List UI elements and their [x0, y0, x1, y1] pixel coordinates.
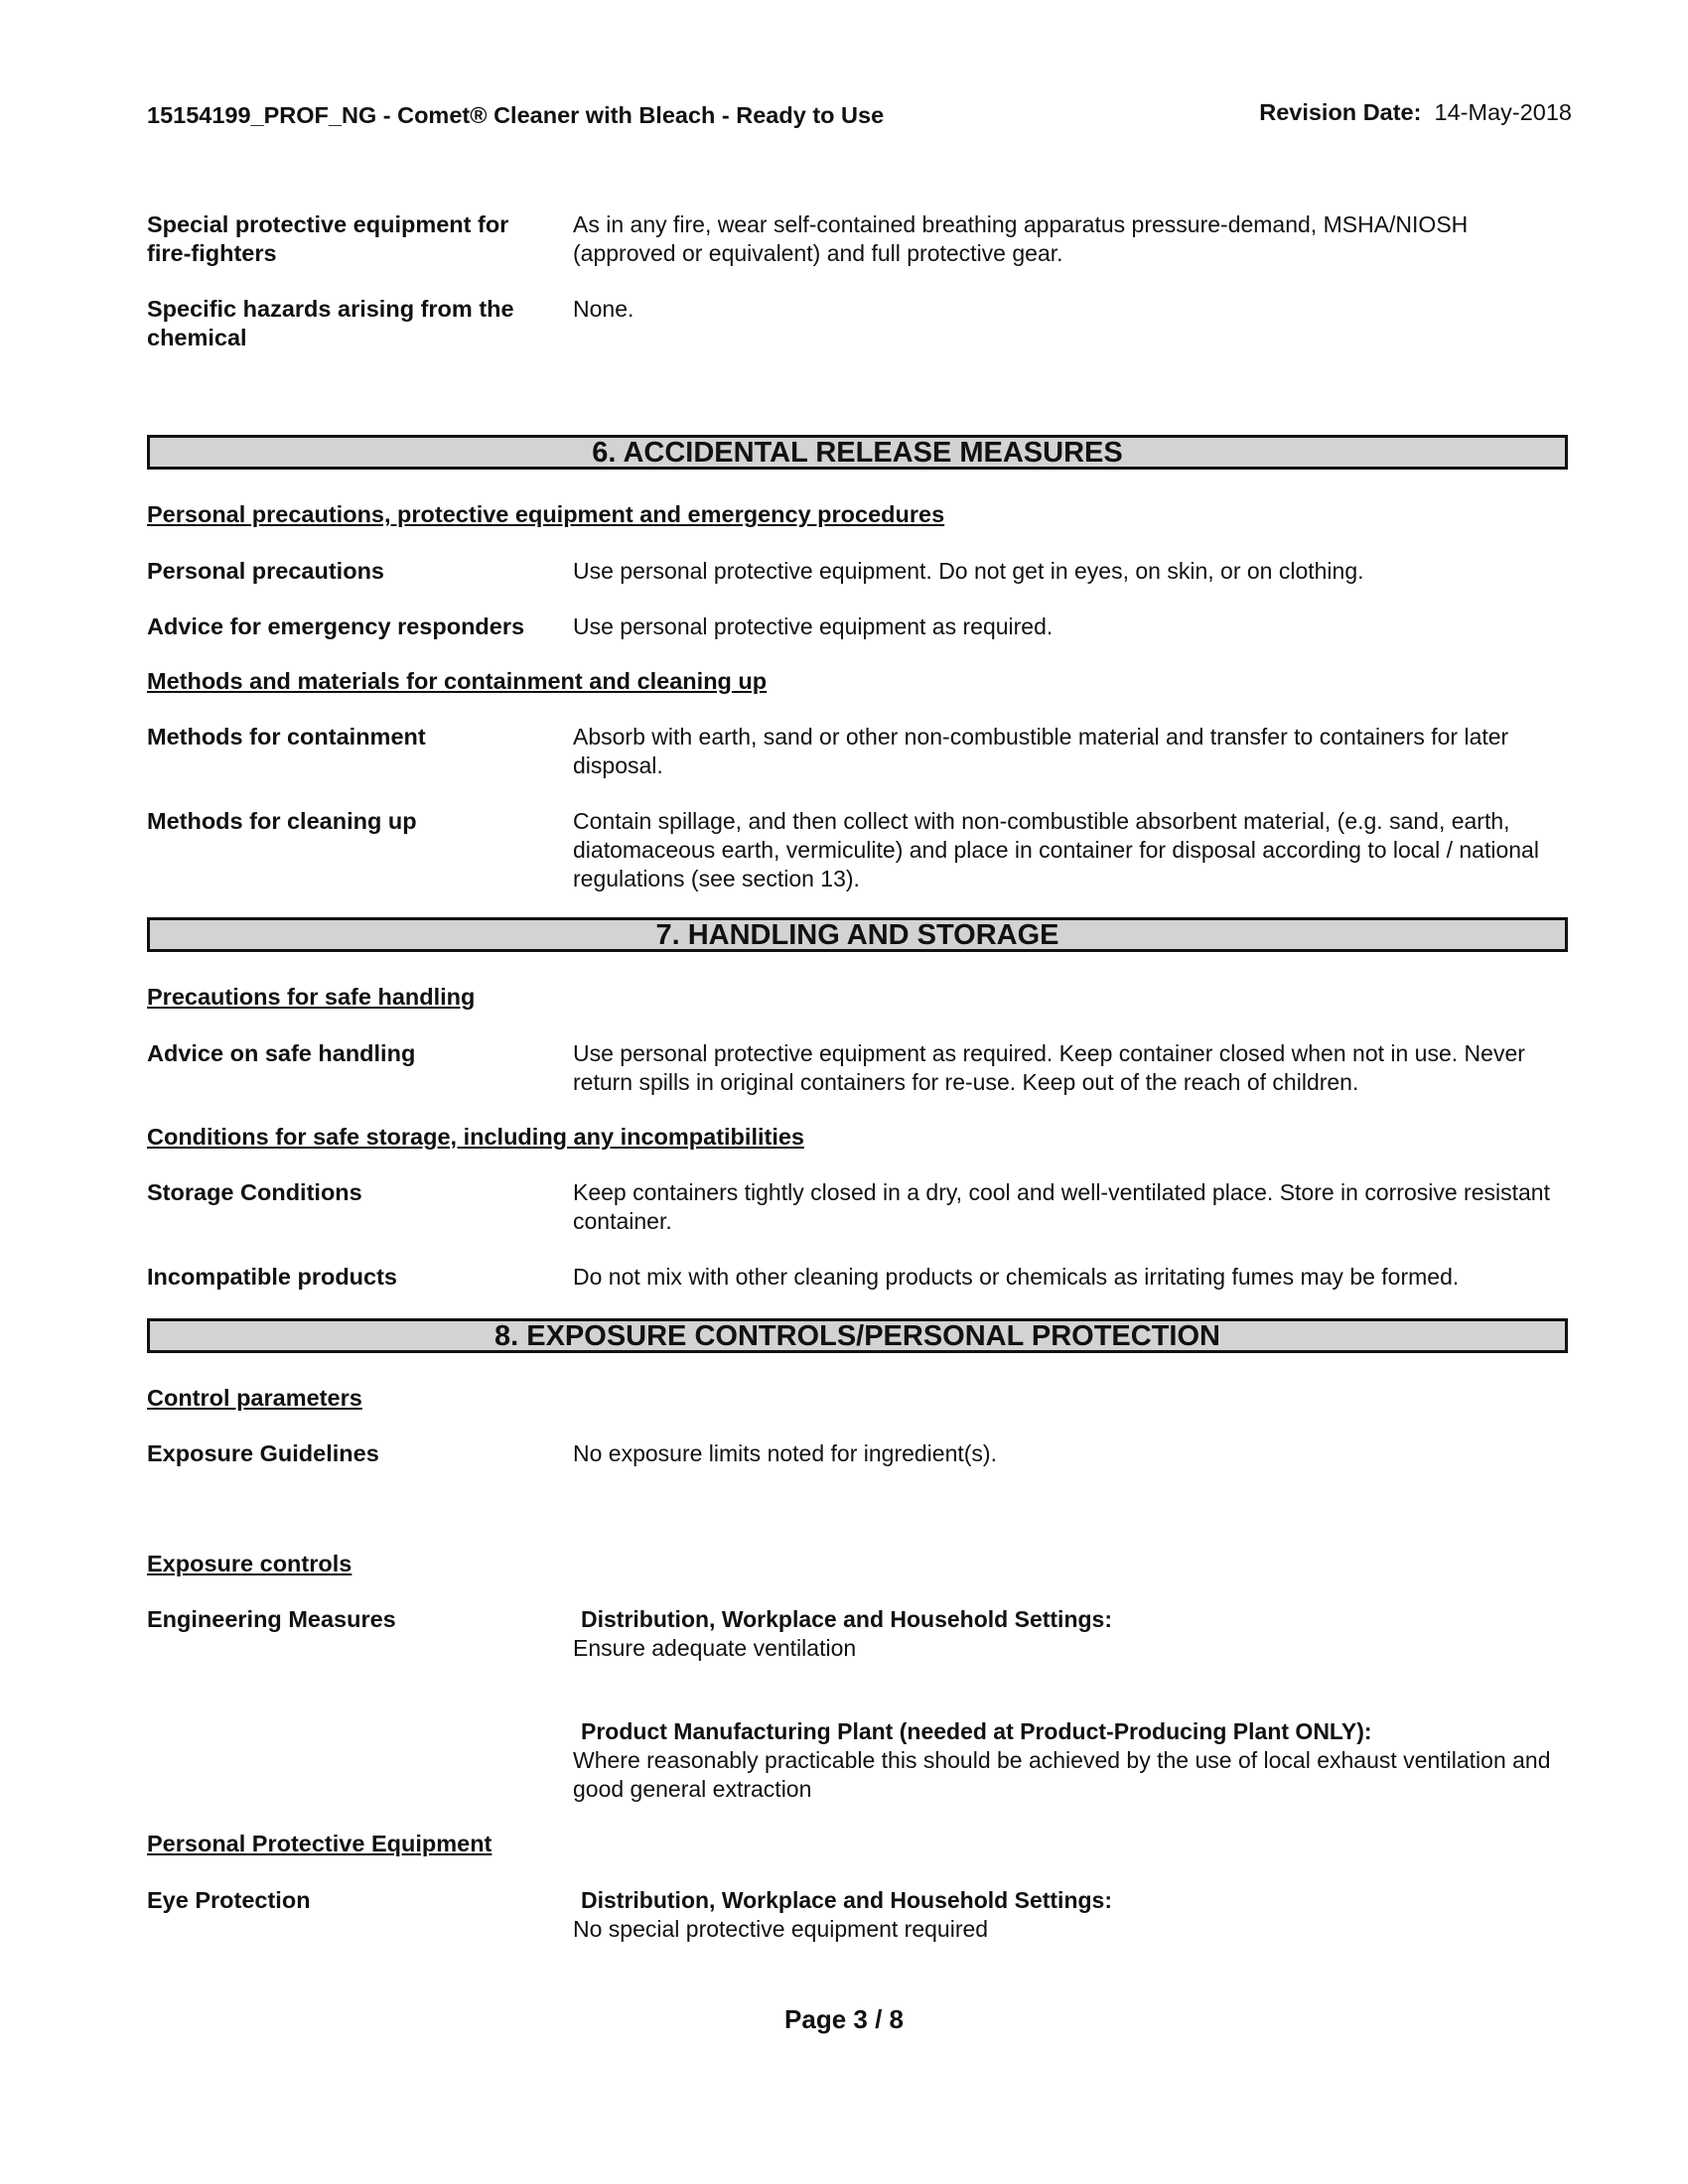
advice-responders-label: Advice for emergency responders	[147, 614, 525, 639]
special-equipment-label: Special protective equipment for fire-fighters	[147, 211, 509, 266]
section-7-header: 7. HANDLING AND STORAGE	[147, 917, 1568, 952]
containment-label: Methods for containment	[147, 724, 426, 750]
personal-precautions-value: Use personal protective equipment. Do not get in eyes, on skin, or on clothing.	[573, 558, 1364, 584]
storage-conditions-value: Keep containers tightly closed in a dry, cool and well-ventilated place. Store in corrosive resistant container.	[573, 1179, 1550, 1234]
safe-handling-subhead: Precautions for safe handling	[147, 984, 476, 1010]
cleaning-label: Methods for cleaning up	[147, 808, 417, 834]
page-number: Page 3 / 8	[784, 2004, 904, 2034]
specific-hazards-label: Specific hazards arising from the chemical	[147, 296, 514, 350]
engineering-measures-label: Engineering Measures	[147, 1606, 396, 1632]
safe-storage-subhead: Conditions for safe storage, including any incompatibilities	[147, 1124, 804, 1150]
engineering-subhead-plant: Product Manufacturing Plant (needed at Product-Producing Plant ONLY):	[581, 1718, 1372, 1744]
ppe-subhead: Personal Protective Equipment	[147, 1831, 492, 1856]
personal-precautions-label: Personal precautions	[147, 558, 384, 584]
advice-handling-label: Advice on safe handling	[147, 1040, 416, 1066]
containment-value: Absorb with earth, sand or other non-combustible material and transfer to containers for later disposal.	[573, 724, 1509, 778]
specific-hazards-value: None.	[573, 296, 634, 322]
eye-protection-label: Eye Protection	[147, 1887, 311, 1913]
eye-subhead-household: Distribution, Workplace and Household Settings:	[581, 1887, 1112, 1913]
advice-responders-value: Use personal protective equipment as required.	[573, 614, 1054, 639]
section-8-header: 8. EXPOSURE CONTROLS/PERSONAL PROTECTION	[147, 1318, 1568, 1353]
engineering-text-household: Ensure adequate ventilation	[573, 1635, 857, 1661]
engineering-measures-plant	[573, 1717, 1566, 1804]
incompatible-products-label: Incompatible products	[147, 1264, 397, 1290]
revision-label: Revision Date:	[1259, 99, 1422, 125]
personal-precautions-subhead: Personal precautions, protective equipment and emergency procedures	[147, 501, 945, 527]
incompatible-products-value: Do not mix with other cleaning products or chemicals as irritating fumes may be formed.	[573, 1264, 1460, 1290]
advice-handling-value: Use personal protective equipment as required. Keep container closed when not in use. Never return spills in original containers for re-use. Keep out of the reach of children.	[573, 1040, 1525, 1095]
section-6-header: 6. ACCIDENTAL RELEASE MEASURES	[147, 435, 1568, 470]
document-title: 15154199_PROF_NG - Comet® Cleaner with Bleach - Ready to Use	[147, 102, 885, 128]
exposure-guidelines-value: No exposure limits noted for ingredient(s).	[573, 1440, 997, 1466]
eye-text-household: No special protective equipment required	[573, 1916, 989, 1942]
revision-date	[1259, 99, 1572, 126]
engineering-text-plant: Where reasonably practicable this should be achieved by the use of local exhaust ventilation and good general extraction	[573, 1747, 1551, 1802]
special-equipment-value: As in any fire, wear self-contained breathing apparatus pressure-demand, MSHA/NIOSH (approved or equivalent) and full protective gear.	[573, 211, 1469, 266]
exposure-guidelines-label: Exposure Guidelines	[147, 1440, 379, 1466]
engineering-measures-value	[573, 1605, 1566, 1663]
storage-conditions-label: Storage Conditions	[147, 1179, 362, 1205]
revision-date-value: 14-May-2018	[1434, 99, 1572, 125]
eye-protection-value	[573, 1886, 1566, 1944]
control-parameters-subhead: Control parameters	[147, 1385, 362, 1411]
engineering-subhead-household: Distribution, Workplace and Household Settings:	[581, 1606, 1112, 1632]
containment-subhead: Methods and materials for containment and cleaning up	[147, 668, 768, 694]
cleaning-value: Contain spillage, and then collect with non-combustible absorbent material, (e.g. sand, earth, diatomaceous earth, vermiculite) and place in container for disposal according to local / national regulations (see section 13).	[573, 808, 1539, 891]
exposure-controls-subhead: Exposure controls	[147, 1551, 352, 1576]
